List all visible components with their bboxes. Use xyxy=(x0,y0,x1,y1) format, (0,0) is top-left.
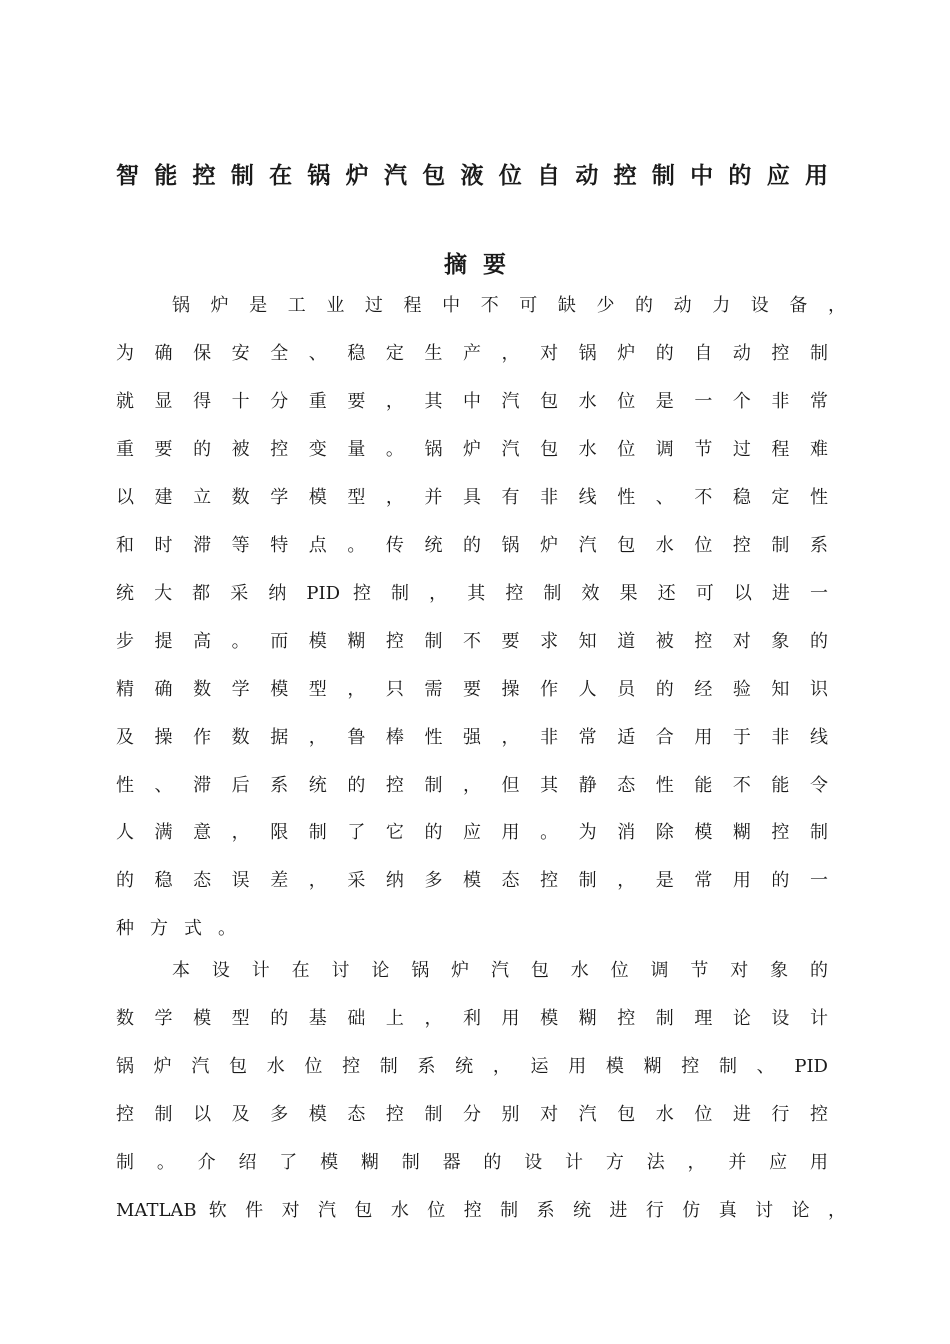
abstract-line: MATLAB 软 件 对 汽 包 水 位 控 制 系 统 进 行 仿 真 讨 论 ， xyxy=(116,1200,846,1221)
abstract-line: 锅 炉 是 工 业 过 程 中 不 可 缺 少 的 动 力 设 备 ， xyxy=(172,295,846,316)
abstract-line: 锅 炉 汽 包 水 位 控 制 系 统 ， 运 用 模 糊 控 制 、 PID xyxy=(116,1056,828,1077)
document-title: 智 能 控 制 在 锅 炉 汽 包 液 位 自 动 控 制 中 的 应 用 xyxy=(116,163,828,189)
abstract-line: 以 建 立 数 学 模 型 ， 并 具 有 非 线 性 、 不 稳 定 性 xyxy=(116,487,828,508)
abstract-line: 统 大 都 采 纳 PID 控 制 ， 其 控 制 效 果 还 可 以 进 一 xyxy=(116,583,828,604)
abstract-line: 制 。 介 绍 了 模 糊 制 器 的 设 计 方 法 ， 并 应 用 xyxy=(116,1152,828,1173)
abstract-line: 的 稳 态 误 差 ， 采 纳 多 模 态 控 制 ， 是 常 用 的 一 xyxy=(116,870,828,891)
abstract-line: 重 要 的 被 控 变 量 。 锅 炉 汽 包 水 位 调 节 过 程 难 xyxy=(116,439,828,460)
abstract-line: 性 、 滞 后 系 统 的 控 制 ， 但 其 静 态 性 能 不 能 令 xyxy=(116,775,828,796)
abstract-line: 本 设 计 在 讨 论 锅 炉 汽 包 水 位 调 节 对 象 的 xyxy=(172,960,828,981)
abstract-line: 精 确 数 学 模 型 ， 只 需 要 操 作 人 员 的 经 验 知 识 xyxy=(116,679,828,700)
abstract-line: 和 时 滞 等 特 点 。 传 统 的 锅 炉 汽 包 水 位 控 制 系 xyxy=(116,535,828,556)
abstract-line: 步 提 高 。 而 模 糊 控 制 不 要 求 知 道 被 控 对 象 的 xyxy=(116,631,828,652)
abstract-line: 数 学 模 型 的 基 础 上 ， 利 用 模 糊 控 制 理 论 设 计 xyxy=(116,1008,828,1029)
abstract-line: 控 制 以 及 多 模 态 控 制 分 别 对 汽 包 水 位 进 行 控 xyxy=(116,1104,828,1125)
abstract-line: 人 满 意 ， 限 制 了 它 的 应 用 。 为 消 除 模 糊 控 制 xyxy=(116,822,828,843)
abstract-heading: 摘要 xyxy=(444,252,522,278)
abstract-line: 为 确 保 安 全 、 稳 定 生 产 ， 对 锅 炉 的 自 动 控 制 xyxy=(116,343,828,364)
abstract-line: 及 操 作 数 据 ， 鲁 棒 性 强 ， 非 常 适 合 用 于 非 线 xyxy=(116,727,828,748)
abstract-line: 就 显 得 十 分 重 要 ， 其 中 汽 包 水 位 是 一 个 非 常 xyxy=(116,391,828,412)
abstract-line: 种 方 式 。 xyxy=(116,918,236,939)
